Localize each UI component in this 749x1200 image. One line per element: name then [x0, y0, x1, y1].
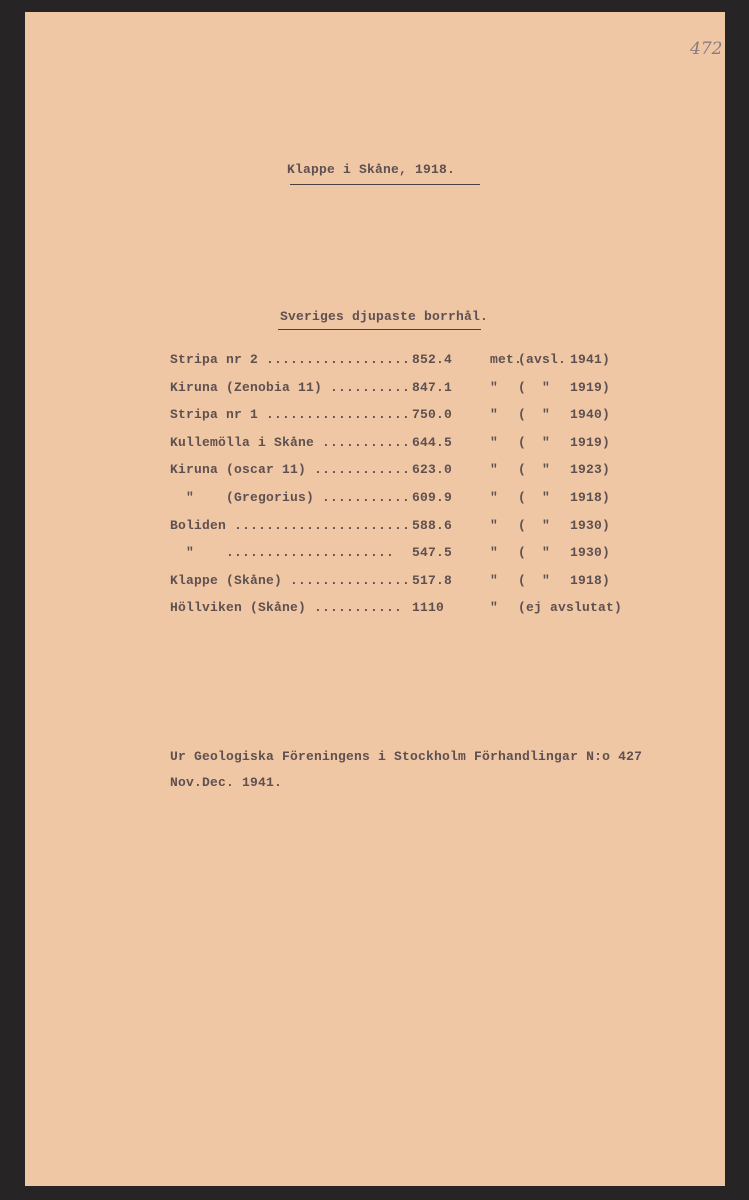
year: 1941): [570, 352, 611, 367]
status-note: (ej avslutat): [518, 600, 623, 616]
list-item: [25, 518, 725, 538]
borehole-name: Höllviken (Skåne) ...........: [170, 600, 403, 616]
borehole-name: " .....................: [170, 545, 395, 561]
status-note: ( ": [518, 572, 551, 588]
depth-unit: ": [490, 572, 499, 588]
document-page: [25, 12, 725, 1186]
depth-unit: ": [490, 434, 499, 450]
depth-value: 750.0: [412, 407, 453, 423]
list-item: [25, 380, 725, 400]
depth-unit: ": [490, 462, 499, 478]
year: 1919): [570, 379, 611, 395]
document-title: Klappe i Skåne, 1918.: [287, 162, 456, 177]
year: 1919): [570, 434, 611, 450]
year: 1918): [570, 572, 611, 588]
list-item: [25, 573, 725, 593]
list-item: [25, 600, 725, 620]
title-underline: [290, 184, 480, 185]
depth-unit: ": [490, 407, 499, 423]
depth-unit: ": [490, 600, 499, 616]
borehole-name: Boliden ......................: [170, 517, 411, 533]
depth-value: 852.4: [412, 352, 453, 367]
depth-value: 588.6: [412, 517, 453, 533]
source-date: Nov.Dec. 1941.: [170, 775, 283, 790]
borehole-name: Kiruna (oscar 11) ............: [170, 462, 411, 478]
list-item: [25, 545, 725, 565]
depth-unit: ": [490, 490, 499, 505]
borehole-name: Kullemölla i Skåne ...........: [170, 434, 411, 450]
status-note: ( ": [518, 407, 551, 423]
page-number: 472: [690, 39, 723, 59]
depth-value: 517.8: [412, 572, 453, 588]
list-item: [25, 462, 725, 482]
status-note: ( ": [518, 434, 551, 450]
status-note: ( ": [518, 490, 551, 505]
status-note: ( ": [518, 545, 551, 561]
depth-value: 623.0: [412, 462, 453, 478]
borehole-name: " (Gregorius) ...........: [170, 490, 411, 505]
depth-value: 1110: [412, 600, 445, 616]
depth-unit: ": [490, 545, 499, 561]
source-citation: Ur Geologiska Föreningens i Stockholm Förhandlingar N:o 427: [170, 749, 643, 764]
heading-underline: [278, 329, 481, 330]
list-item: [25, 490, 725, 510]
year: 1930): [570, 517, 611, 533]
borehole-name: Kiruna (Zenobia 11) ..........: [170, 379, 411, 395]
status-note: ( ": [518, 517, 551, 533]
depth-unit: met.: [490, 352, 523, 367]
depth-value: 547.5: [412, 545, 453, 561]
status-note: (avsl.: [518, 352, 567, 367]
borehole-name: Stripa nr 2 ..................: [170, 352, 411, 367]
depth-unit: ": [490, 517, 499, 533]
status-note: ( ": [518, 462, 551, 478]
list-item: [25, 352, 725, 372]
status-note: ( ": [518, 379, 551, 395]
table-heading: Sveriges djupaste borrhål.: [280, 309, 489, 324]
year: 1923): [570, 462, 611, 478]
depth-value: 609.9: [412, 490, 453, 505]
borehole-name: Klappe (Skåne) ...............: [170, 572, 411, 588]
depth-unit: ": [490, 379, 499, 395]
depth-value: 847.1: [412, 379, 453, 395]
list-item: [25, 435, 725, 455]
year: 1930): [570, 545, 611, 561]
borehole-name: Stripa nr 1 ..................: [170, 407, 411, 423]
depth-value: 644.5: [412, 434, 453, 450]
year: 1918): [570, 490, 611, 505]
year: 1940): [570, 407, 611, 423]
list-item: [25, 407, 725, 427]
